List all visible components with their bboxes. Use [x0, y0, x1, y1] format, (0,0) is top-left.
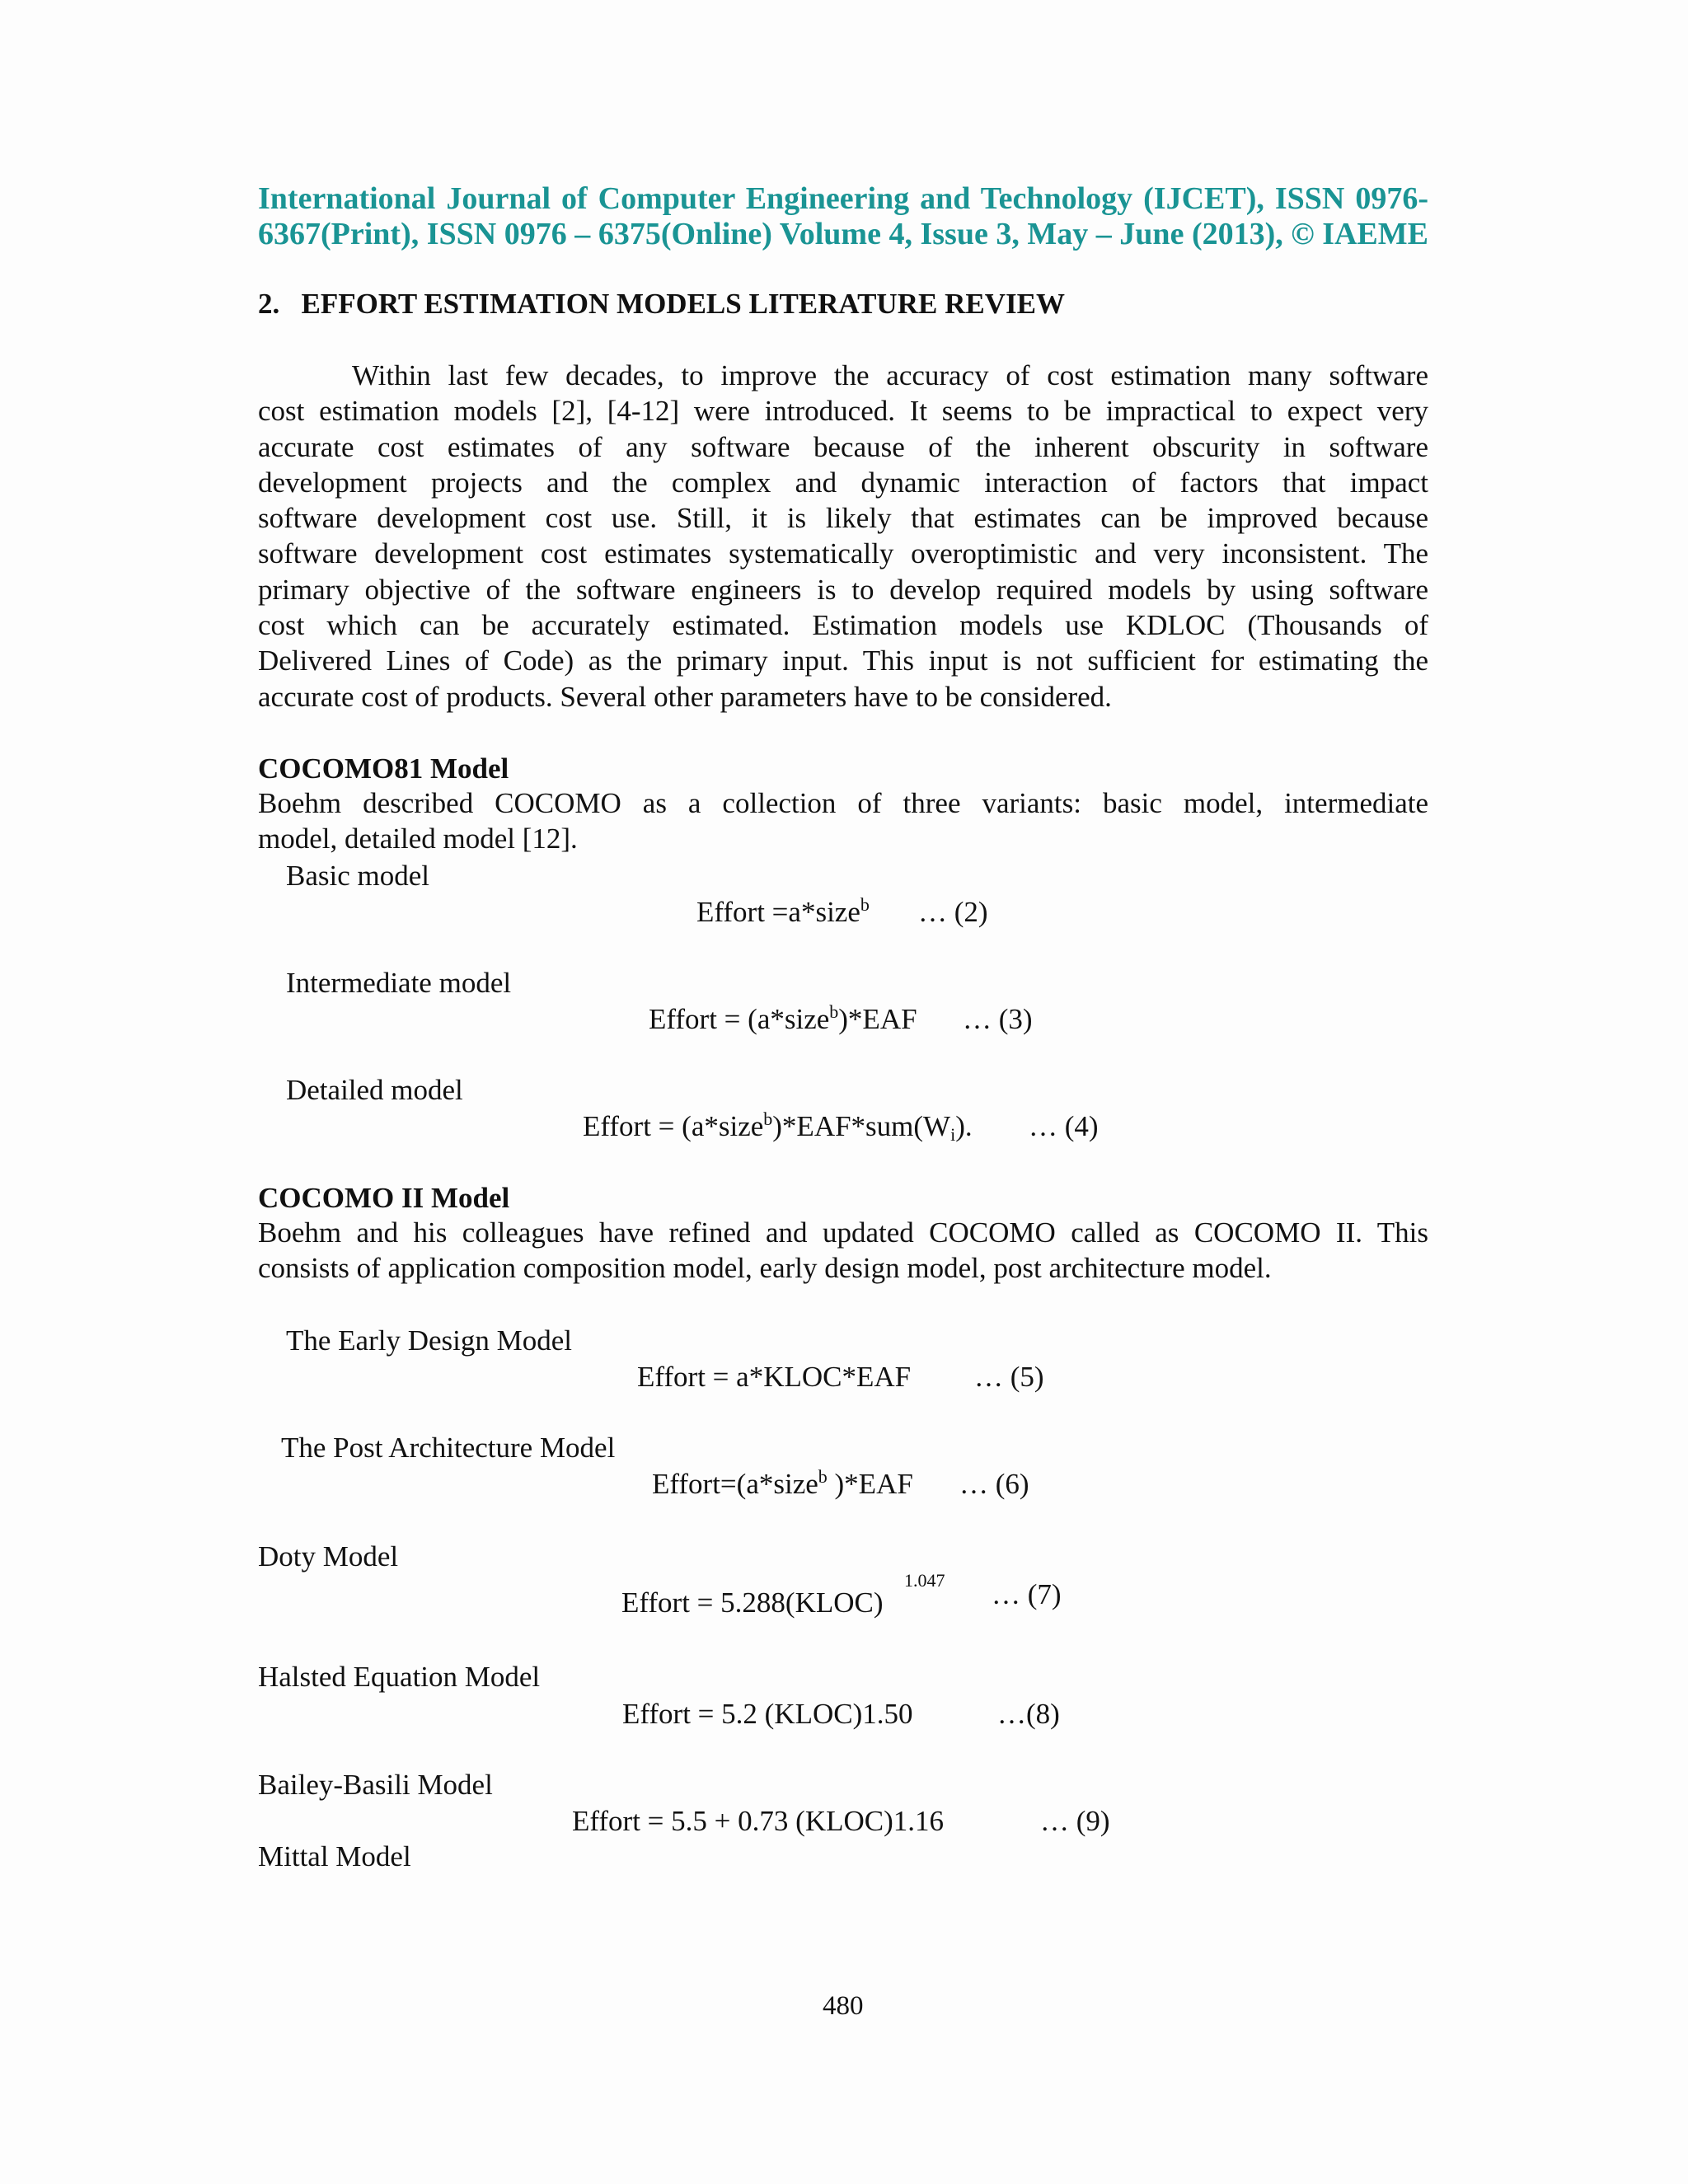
post-architecture-equation	[652, 1468, 913, 1501]
equation-exponent: b	[860, 894, 870, 915]
equation-number-4: … (4)	[1029, 1110, 1099, 1142]
detailed-model-equation	[583, 1110, 973, 1143]
equation-text: )*EAF	[838, 1003, 917, 1035]
bailey-basili-model-label: Bailey-Basili Model	[258, 1769, 493, 1801]
section-heading: 2. EFFORT ESTIMATION MODELS LITERATURE REVIEW	[258, 288, 1065, 320]
equation-text: Effort=(a*size	[652, 1468, 818, 1500]
equation-number-9: … (9)	[1040, 1805, 1110, 1837]
paragraph-line: Boehm and his colleagues have refined and updated COCOMO called as COCOMO II. This	[258, 1216, 1428, 1249]
paragraph-line: accurate cost estimates of any software because of the inherent obscurity in software	[258, 430, 1428, 463]
paragraph-line: accurate cost of products. Several other parameters have to be considered.	[258, 680, 1112, 713]
intro-paragraph	[258, 358, 1428, 715]
equation-exponent: b	[763, 1108, 773, 1129]
bailey-basili-equation: Effort = 5.5 + 0.73 (KLOC)1.16	[572, 1805, 945, 1837]
equation-number-5: … (5)	[974, 1361, 1044, 1393]
cocomo81-heading: COCOMO81 Model	[258, 752, 509, 785]
detailed-model-label: Detailed model	[286, 1074, 463, 1106]
equation-number-8: …(8)	[997, 1698, 1060, 1730]
equation-exponent: b	[818, 1466, 828, 1487]
basic-model-equation	[696, 896, 870, 929]
cocomo81-description	[258, 785, 1428, 857]
equation-text: )*EAF	[827, 1468, 913, 1500]
halsted-equation: Effort = 5.2 (KLOC)1.50	[622, 1698, 913, 1730]
intermediate-model-equation	[649, 1003, 917, 1036]
journal-header-line-2: 6367(Print), ISSN 0976 – 6375(Online) Volume 4, Issue 3, May – June (2013), © IAEME	[258, 217, 1428, 251]
halsted-model-label: Halsted Equation Model	[258, 1661, 541, 1693]
basic-model-label: Basic model	[286, 860, 429, 892]
intermediate-model-label: Intermediate model	[286, 967, 512, 999]
paragraph-line: Delivered Lines of Code) as the primary input. This input is not sufficient for estimating the	[258, 644, 1428, 677]
equation-number-2: … (2)	[918, 896, 988, 928]
paragraph-line: model, detailed model [12].	[258, 823, 578, 855]
equation-number-6: … (6)	[959, 1468, 1029, 1500]
paragraph-line: software development cost use. Still, it is likely that estimates can be improved because	[258, 502, 1428, 535]
equation-text: Effort = (a*size	[649, 1003, 830, 1035]
equation-exponent: b	[829, 1001, 839, 1022]
journal-header	[258, 181, 1428, 252]
equation-number-3: … (3)	[963, 1003, 1033, 1035]
journal-header-line-1: International Journal of Computer Engineering and Technology (IJCET), ISSN 0976-	[258, 181, 1428, 216]
paragraph-line: Within last few decades, to improve the accuracy of cost estimation many software	[352, 359, 1428, 391]
equation-text: )*EAF*sum(W	[772, 1110, 951, 1142]
early-design-label: The Early Design Model	[286, 1324, 572, 1357]
equation-text: Effort = (a*size	[583, 1110, 764, 1142]
paragraph-line: cost estimation models [2], [4-12] were introduced. It seems to be impractical to expect very	[258, 395, 1428, 428]
early-design-equation: Effort = a*KLOC*EAF	[637, 1361, 912, 1393]
mittal-model-label: Mittal Model	[258, 1840, 411, 1872]
paragraph-line: Boehm described COCOMO as a collection of three variants: basic model, intermediate	[258, 787, 1428, 819]
equation-text: Effort =a*size	[696, 896, 860, 928]
cocomo2-description	[258, 1215, 1428, 1286]
paragraph-line: software development cost estimates systematically overoptimistic and very inconsistent. The	[258, 537, 1428, 570]
equation-subscript: i	[950, 1124, 956, 1145]
paragraph-line: primary objective of the software engineers is to develop required models by using software	[258, 573, 1428, 606]
doty-model-label: Doty Model	[258, 1540, 399, 1572]
equation-text: ).	[955, 1110, 973, 1142]
equation-number-7: … (7)	[992, 1578, 1062, 1610]
post-architecture-label: The Post Architecture Model	[281, 1432, 616, 1464]
paragraph-line: consists of application composition model, early design model, post architecture model.	[258, 1252, 1272, 1285]
page-number: 480	[823, 1991, 864, 2021]
cocomo2-heading: COCOMO II Model	[258, 1182, 510, 1214]
paragraph-line: cost which can be accurately estimated. Estimation models use KDLOC (Thousands of	[258, 609, 1428, 642]
paragraph-line: development projects and the complex and dynamic interaction of factors that impact	[258, 466, 1428, 499]
doty-equation: Effort = 5.288(KLOC)	[621, 1586, 884, 1619]
doty-exponent: 1.047	[904, 1570, 945, 1591]
